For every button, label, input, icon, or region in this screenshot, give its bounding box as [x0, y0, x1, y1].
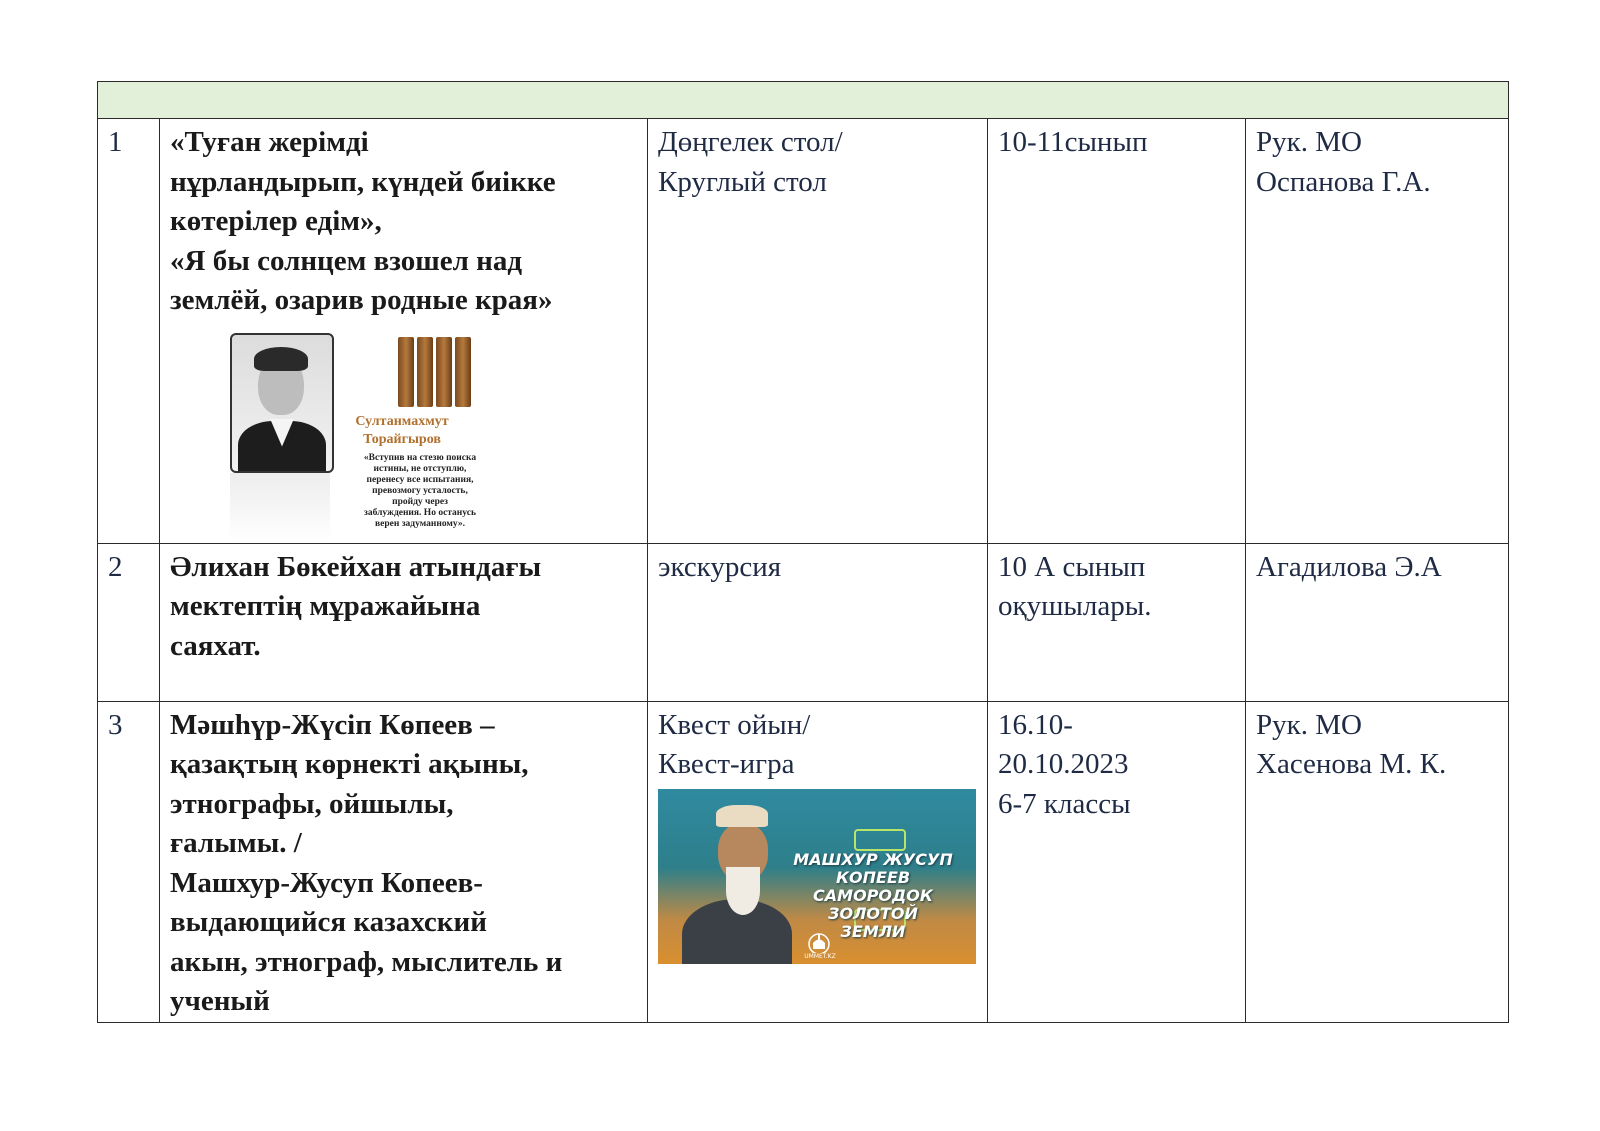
ornament-top: [854, 829, 906, 851]
event-responsible-cell: Рук. МО Хасенова М. К.: [1246, 701, 1509, 1022]
event-title-line: қазақтың көрнекті ақыны,: [170, 748, 529, 780]
book-spine: [455, 337, 471, 407]
portrait-image: [230, 333, 334, 473]
event-title-line: «Туған жерімді: [170, 126, 369, 158]
event-title-line: Мәшһүр-Жүсіп Көпеев –: [170, 708, 495, 741]
book-spine: [398, 337, 414, 407]
event-format-cell: экскурсия: [648, 543, 988, 701]
event-title-line: ғалымы. /: [170, 827, 302, 859]
table-row: [98, 543, 1509, 701]
event-title-line: землёй, озарив родные края»: [170, 284, 553, 316]
portrait-hair: [254, 347, 308, 371]
event-format-cell: Дөңгелек стол/ Круглый стол: [648, 119, 988, 544]
event-title-line: этнографы, ойшылы,: [170, 787, 454, 820]
portrait-reflection: [230, 473, 330, 543]
event-title-line: мектептің мұражайына: [170, 590, 481, 622]
event-format-cell: Квест ойын/ Квест-игра МАШХУР ЖУСУП КОПЕЕВ САМОРОДОК ЗОЛОТОЙ ЗЕМЛИ UMMET.KZ: [648, 701, 988, 1022]
event-title-line: акын, этнограф, мыслитель и: [170, 945, 563, 978]
illustration-quote: «Вступив на стезю поиска истины, не отступлю, перенесу все испытания, превозмогу усталость, пройду через заблуждения. Но останусь верен задуманному».: [363, 452, 477, 529]
row-number: 3: [98, 701, 160, 1022]
event-audience-cell: 10 А сынып оқушылары.: [988, 543, 1246, 701]
event-title-line: «Я бы солнцем взошел над: [170, 244, 523, 277]
event-title-cell: [160, 119, 648, 544]
event-responsible-cell: Рук. МО Оспанова Г.А.: [1246, 119, 1509, 544]
event-title-line: саяхат.: [170, 629, 261, 662]
books-icon: [398, 335, 478, 407]
table-row: [98, 119, 1509, 544]
event-title-line: көтерілер едім»,: [170, 205, 382, 237]
event-title-line: ученый: [170, 985, 270, 1017]
event-title-cell: [160, 543, 648, 701]
book-spine: [417, 337, 433, 407]
table-header-band: [98, 82, 1509, 119]
table-row: [98, 701, 1509, 1022]
elder-beard: [726, 867, 760, 915]
row-number: 1: [98, 119, 160, 544]
mosque-icon: [806, 931, 832, 953]
book-spine: [436, 337, 452, 407]
event-audience-cell: 16.10- 20.10.2023 6-7 классы: [988, 701, 1246, 1022]
event-audience-cell: 10-11сынып: [988, 119, 1246, 544]
events-table: [97, 81, 1509, 1023]
banner-site-label: UMMET.KZ: [804, 952, 836, 960]
event-title-line: выдающийся казахский: [170, 906, 487, 938]
event-responsible-cell: Агадилова Э.А: [1246, 543, 1509, 701]
row-number: 2: [98, 543, 160, 701]
toraigyrov-illustration: [230, 333, 530, 543]
kopeev-banner-image: [658, 789, 976, 964]
elder-hat: [716, 805, 768, 827]
event-title-line: нұрландырып, күндей биікке: [170, 165, 556, 198]
event-title-line: Әлихан Бөкейхан атындағы: [170, 550, 542, 583]
illustration-name: Султанмахмут Торайгыров: [355, 413, 449, 447]
header-band-cell: [98, 82, 1509, 119]
event-title-cell: [160, 701, 648, 1022]
event-title-line: Машхур-Жусуп Копеев-: [170, 866, 483, 899]
banner-title: МАШХУР ЖУСУП КОПЕЕВ САМОРОДОК ЗОЛОТОЙ ЗЕМЛИ: [793, 849, 953, 941]
